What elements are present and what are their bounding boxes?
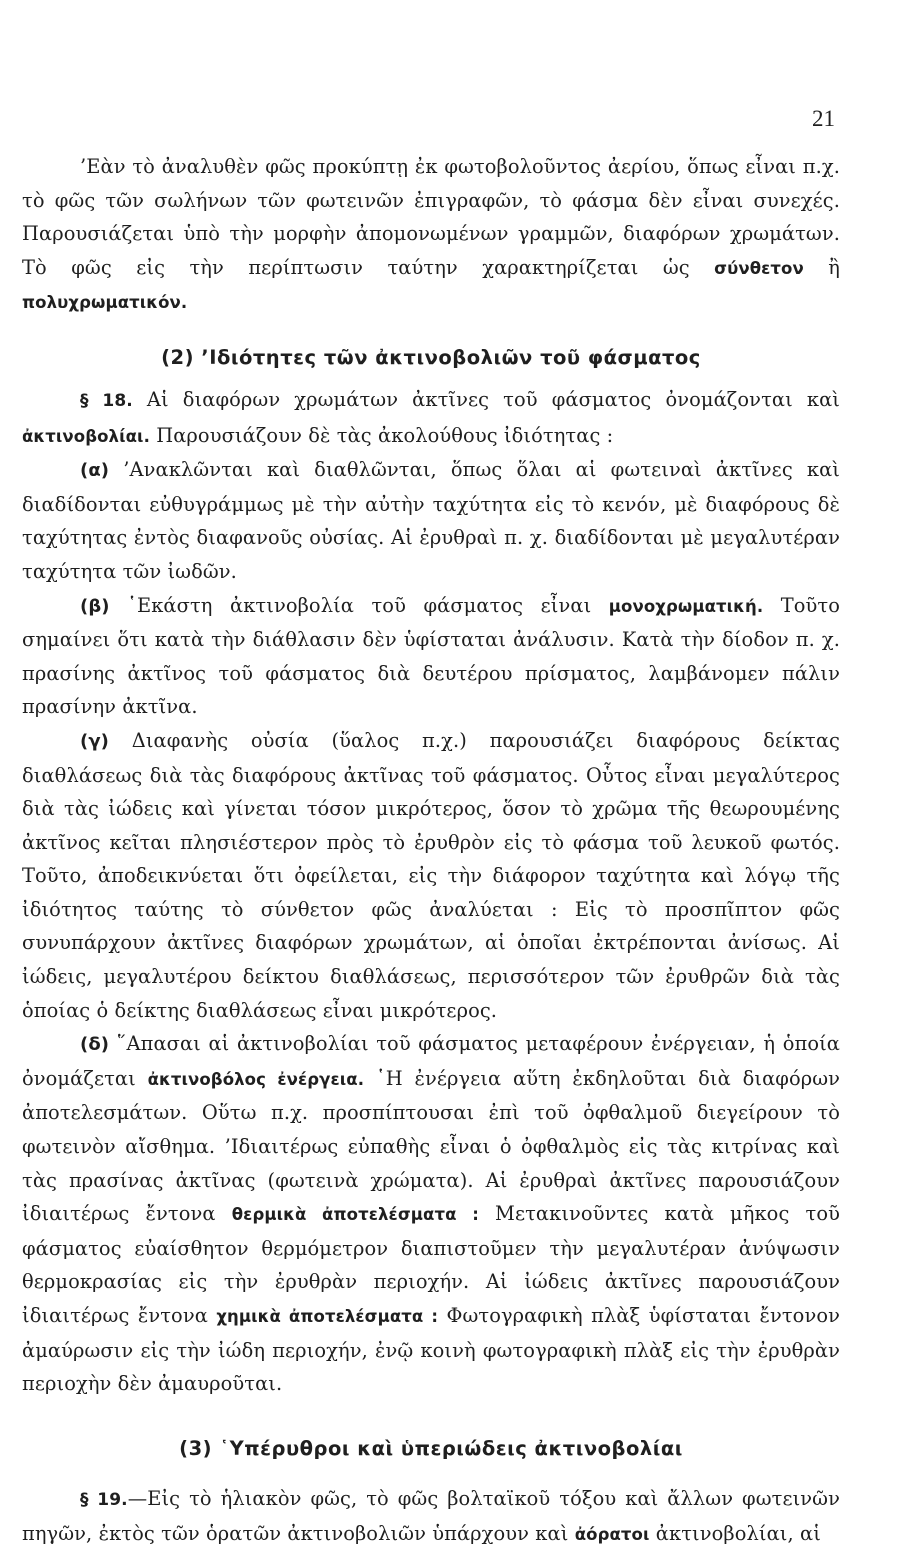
paragraph-item-b xyxy=(22,589,840,724)
text: ’Ανακλῶνται καὶ διαθλῶνται, ὅπως ὅλαι αἱ φωτειναὶ ἀκτῖνες καὶ διαδίδονται εὐθυγράμμως μὲ τὴν αὐτὴν ταχύτητα εἰς τὸ κενόν, μὲ διαφόρους δὲ ταχύτητας ἐντὸς διαφανοῦς οὐσίας. Αἱ ἐρυθραὶ π. χ. διαδίδονται μὲ μεγαλυτέραν ταχύτητα τῶν ἰωδῶν. xyxy=(22,458,841,583)
bold-term: μονοχρωματική. xyxy=(608,596,764,616)
text: ῾Η ἐνέργεια αὕτη ἐκδηλοῦται διὰ διαφόρων ἀποτελεσμάτων. Οὕτω π.χ. προσπίπτουσαι ἐπὶ τοῦ ὀφθαλμοῦ διεγείρουν τὸ φωτεινὸν αἴσθημα. ’Ιδιαιτέρως εὐπαθὴς εἶναι ὁ ὀφθαλμὸς εἰς τὰς κιτρίνας καὶ τὰς πρασίνας ἀκτῖνας (φωτεινὰ χρώματα). Αἱ ἐρυθραὶ ἀκτῖνες παρουσιάζουν ἰδιαιτέρως ἔντονα xyxy=(22,1066,841,1226)
bold-term: ἀκτινοβόλος ἐνέργεια. xyxy=(147,1069,365,1089)
paragraph-emission-spectrum xyxy=(22,150,840,320)
text: —Εἰς τὸ ἡλιακὸν φῶς, τὸ φῶς βολταϊκοῦ τόξου καὶ ἄλλων φωτεινῶν πηγῶν, ἐκτὸς τῶν ὁρατῶν ἀκτινοβολιῶν ὑπάρχουν καὶ xyxy=(22,1486,840,1546)
text: Φωτογραφικὴ πλὰξ ὑφίσταται ἔντονον ἀμαύρωσιν εἰς τὴν ἰώδη περιοχήν, ἐνῷ κοινὴ φωτογραφικὴ πλὰξ εἰς τὴν ἐρυθρὰν περιοχὴν δὲν ἀμαυροῦται. xyxy=(22,1304,840,1396)
item-label: (α) xyxy=(80,460,110,482)
bold-term: πολυχρωματικόν. xyxy=(22,293,188,313)
item-label: (β) xyxy=(80,595,110,617)
text: ῾Εκάστη ἀκτινοβολία τοῦ φάσματος εἶναι xyxy=(127,593,592,617)
text: ῞Απασαι αἱ ἀκτινοβολίαι τοῦ φάσματος μεταφέρουν ἐνέργειαν, ἡ ὁποία ὀνομάζεται xyxy=(22,1032,840,1090)
page-body xyxy=(22,150,840,1552)
text: Διαφανὴς οὐσία (ὕαλος π.χ.) παρουσιάζει διαφόρους δείκτας διαθλάσεως διὰ τὰς διαφόρους ἀκτῖνας τοῦ φάσματος. Οὗτος εἶναι μεγαλύτερος διὰ τὰς ἰώδεις καὶ γίνεται τόσον μικρότερος, ὅσον τὸ χρῶμα τῆς θεωρουμένης ἀκτῖνος κεῖται πλησιέστερον πρὸς τὸ ἐρυθρὸν εἰς τὸ φάσμα τοῦ λευκοῦ φωτός. Τοῦτο, ἀποδεικνύεται ὅτι ὀφείλεται, εἰς τὴν διάφορον ταχύτητα καὶ λόγῳ τῆς ἰδιότητος ταύτης τὸ σύνθετον φῶς ἀναλύεται : Εἰς τὸ προσπῖπτον φῶς συνυπάρχουν ἀκτῖνες διαφόρων χρωμάτων, αἱ ὁποῖαι ἐκτρέπονται ἀνίσως. Αἱ ἰώδεις, μεγαλυτέρου δείκτου διαθλάσεως, περισσότερον τῶν ἐρυθρῶν διὰ τὰς ὁποίας ὁ δείκτης διαθλάσεως εἶναι μικρότερος. xyxy=(22,728,841,1022)
text: Μετακινοῦντες κατὰ μῆκος τοῦ φάσματος εὐαίσθητον θερμόμετρον διαπιστοῦμεν τὴν μεγαλυτέραν ἀνύψωσιν θερμοκρασίας εἰς τὴν ἐρυθρὰν περιοχήν. Αἱ ἰώδεις ἀκτῖνες παρουσιάζουν ἰδιαιτέρως ἔντονα xyxy=(22,1202,841,1327)
section-heading-infrared-ultraviolet: (3) ῾Υπέρυθροι καὶ ὑπεριώδεις ἀκτινοβολίαι xyxy=(179,1436,683,1460)
text: ἢ xyxy=(828,255,840,279)
paragraph-section-19 xyxy=(22,1482,840,1552)
bold-term: ἀόρατοι xyxy=(574,1525,650,1545)
item-label: (γ) xyxy=(80,730,110,752)
paragraph-item-d xyxy=(22,1027,840,1401)
paragraph-item-c xyxy=(22,724,840,1027)
bold-term: θερμικὰ ἀποτελέσματα : xyxy=(231,1205,479,1225)
section-heading-properties: (2) ’Ιδιότητες τῶν ἀκτινοβολιῶν τοῦ φάσματος xyxy=(161,345,701,369)
item-label: (δ) xyxy=(80,1034,110,1056)
text: Τοῦτο σημαίνει ὅτι κατὰ τὴν διάθλασιν δὲν ὑφίσταται ἀνάλυσιν. Κατὰ τὴν δίοδον π. χ. πρασίνης ἀκτῖνος τοῦ φάσματος διὰ δευτέρου πρίσματος, λαμβάνομεν πάλιν πρασίνην ἀκτῖνα. xyxy=(22,593,841,719)
page-number: 21 xyxy=(812,106,835,131)
section-number: § 19. xyxy=(80,1489,128,1510)
section-number: § 18. xyxy=(80,390,133,411)
bold-term: ἀκτινοβολίαι. xyxy=(22,426,150,446)
paragraph-section-18 xyxy=(22,383,840,453)
bold-term: χημικὰ ἀποτελέσματα : xyxy=(216,1307,439,1326)
text: Αἱ διαφόρων χρωμάτων ἀκτῖνες τοῦ φάσματος ὀνομάζονται καὶ xyxy=(146,387,840,411)
text: Παρουσιάζουν δὲ τὰς ἀκολούθους ἰδιότητας : xyxy=(156,423,614,447)
paragraph-item-a xyxy=(22,453,840,588)
text: ἀκτινοβολίαι, αἱ xyxy=(655,1522,821,1546)
bold-term: σύνθετον xyxy=(714,258,804,278)
text: ’Εὰν τὸ ἀναλυθὲν φῶς προκύπτῃ ἐκ φωτοβολοῦντος ἀερίου, ὅπως εἶναι π.χ. τὸ φῶς τῶν σωλήνων τῶν φωτεινῶν ἐπιγραφῶν, τὸ φάσμα δὲν εἶναι συνεχές. Παρουσιάζεται ὑπὸ τὴν μορφὴν ἀπομονωμένων γραμμῶν, διαφόρων χρωμάτων. Τὸ φῶς εἰς τὴν περίπτωσιν ταύτην χαρακτηρίζεται ὡς xyxy=(22,155,840,279)
